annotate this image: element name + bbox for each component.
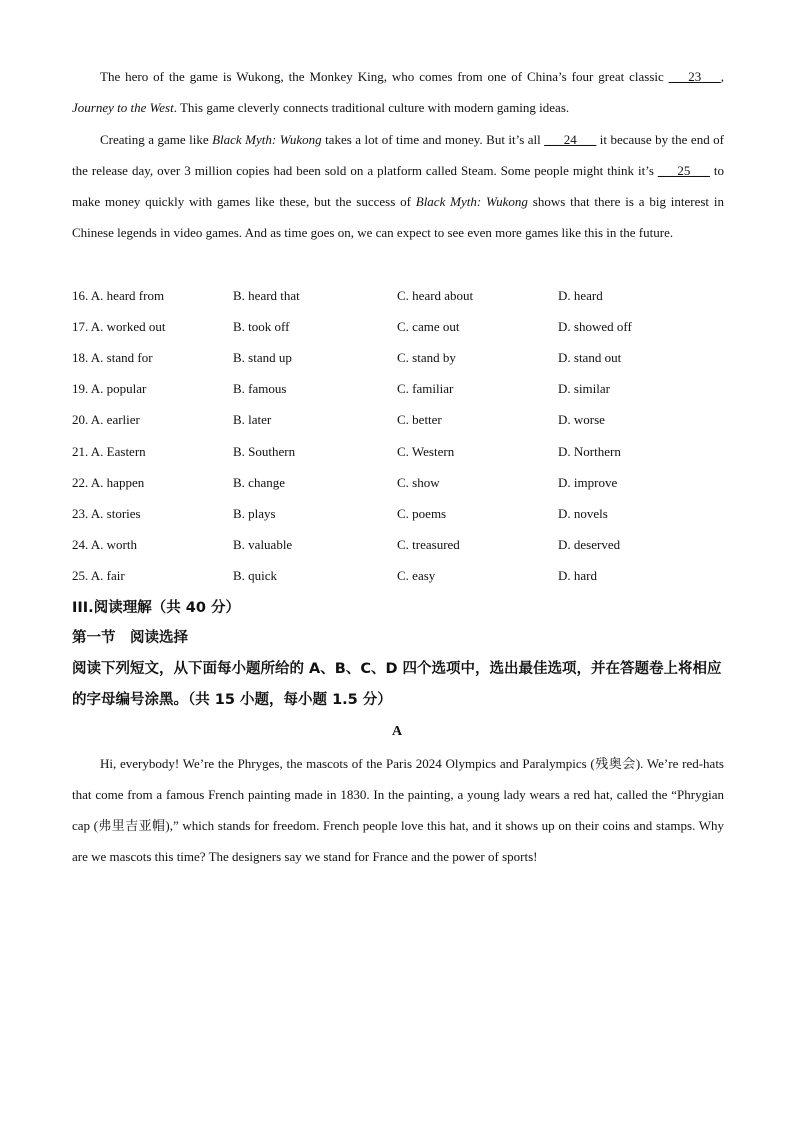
option-d: D. deserved bbox=[558, 537, 621, 552]
question-21-options bbox=[72, 436, 724, 467]
section-subtitle: 第一节 阅读选择 bbox=[72, 630, 188, 646]
text: , bbox=[720, 69, 724, 84]
option-b: B. later bbox=[233, 412, 272, 427]
text: shows that there is a big interest in Chinese legends in video games. And as time goes on, we can expect to see even more games like this in the future. bbox=[72, 194, 724, 240]
option-a: 18. A. stand for bbox=[72, 350, 153, 365]
option-b: B. famous bbox=[233, 381, 287, 396]
book-title: Journey to the West bbox=[72, 100, 174, 115]
option-c: C. familiar bbox=[397, 381, 454, 396]
passage-a-paragraph bbox=[72, 748, 724, 872]
option-c: C. show bbox=[397, 475, 440, 490]
option-b: B. heard that bbox=[233, 288, 300, 303]
option-c: C. treasured bbox=[397, 537, 460, 552]
question-22-options bbox=[72, 467, 724, 498]
option-d: D. Northern bbox=[558, 444, 621, 459]
question-17-options bbox=[72, 311, 724, 342]
option-b: B. took off bbox=[233, 319, 290, 334]
option-c: C. heard about bbox=[397, 288, 474, 303]
text: Creating a game like bbox=[100, 132, 213, 147]
option-b: B. valuable bbox=[233, 537, 293, 552]
blank-25: ___25___ bbox=[657, 163, 710, 178]
option-b: B. change bbox=[233, 475, 285, 490]
option-b: B. plays bbox=[233, 506, 276, 521]
option-a: 21. A. Eastern bbox=[72, 444, 146, 459]
option-a: 25. A. fair bbox=[72, 568, 125, 583]
option-a: 17. A. worked out bbox=[72, 319, 166, 334]
text: it because by the end of the release day, over 3 million copies had been sold on a platform called Steam. Some people might think it’s bbox=[72, 132, 724, 178]
passage-paragraph-2 bbox=[72, 124, 724, 248]
passage-letter: A bbox=[391, 724, 403, 739]
text: takes a lot of time and money. But it’s all bbox=[321, 132, 545, 147]
option-a: 24. A. worth bbox=[72, 537, 137, 552]
question-18-options bbox=[72, 342, 724, 373]
question-23-options bbox=[72, 498, 724, 529]
option-c: C. stand by bbox=[397, 350, 456, 365]
option-d: D. improve bbox=[558, 475, 618, 490]
text: . This game cleverly connects traditional culture with modern gaming ideas. bbox=[173, 100, 570, 115]
option-b: B. Southern bbox=[233, 444, 296, 459]
option-c: C. came out bbox=[397, 319, 460, 334]
option-d: D. stand out bbox=[558, 350, 622, 365]
game-title: Black Myth: Wukong bbox=[212, 132, 322, 147]
question-25-options bbox=[72, 560, 724, 591]
game-title: Black Myth: Wukong bbox=[415, 194, 528, 209]
question-19-options bbox=[72, 373, 724, 404]
text: Hi, everybody! We’re the Phryges, the mascots of the Paris 2024 Olympics and Paralympics (残奥会). We’re red-hats that come from a famous French painting made in 1830. In the painting, a young lady wears a red hat, called the “Phrygian cap (弗里吉亚帽),” which stands for freedom. French people love this hat, and it shows up on their coins and stamps. Why are we mascots this time? The designers say we stand for France and the power of sports! bbox=[72, 756, 724, 864]
blank-23: ___23___ bbox=[668, 69, 721, 84]
option-d: D. showed off bbox=[558, 319, 632, 334]
option-a: 23. A. stories bbox=[72, 506, 141, 521]
option-c: C. better bbox=[397, 412, 442, 427]
option-a: 19. A. popular bbox=[72, 381, 147, 396]
option-d: D. heard bbox=[558, 288, 603, 303]
question-20-options bbox=[72, 404, 724, 435]
option-d: D. worse bbox=[558, 412, 605, 427]
section-title: III.阅读理解（共 40 分） bbox=[72, 600, 240, 616]
text: to make money quickly with games like these, but the success of bbox=[72, 163, 724, 209]
question-16-options bbox=[72, 280, 724, 311]
option-a: 20. A. earlier bbox=[72, 412, 140, 427]
option-b: B. quick bbox=[233, 568, 278, 583]
option-b: B. stand up bbox=[233, 350, 292, 365]
option-d: D. hard bbox=[558, 568, 597, 583]
text: The hero of the game is Wukong, the Monkey King, who comes from one of China’s four great classic bbox=[100, 69, 669, 84]
section-instruction: 阅读下列短文，从下面每小题所给的 A、B、C、D 四个选项中，选出最佳选项，并在答题卷上将相应的字母编号涂黑。（共 15 小题，每小题 1.5 分） bbox=[72, 661, 722, 708]
blank-24: ___24___ bbox=[544, 132, 597, 147]
option-d: D. novels bbox=[558, 506, 608, 521]
option-c: C. poems bbox=[397, 506, 447, 521]
option-a: 22. A. happen bbox=[72, 475, 145, 490]
option-d: D. similar bbox=[558, 381, 610, 396]
question-24-options bbox=[72, 529, 724, 560]
option-c: C. easy bbox=[397, 568, 436, 583]
passage-paragraph-1 bbox=[72, 61, 724, 123]
option-c: C. Western bbox=[397, 444, 455, 459]
option-a: 16. A. heard from bbox=[72, 288, 165, 303]
